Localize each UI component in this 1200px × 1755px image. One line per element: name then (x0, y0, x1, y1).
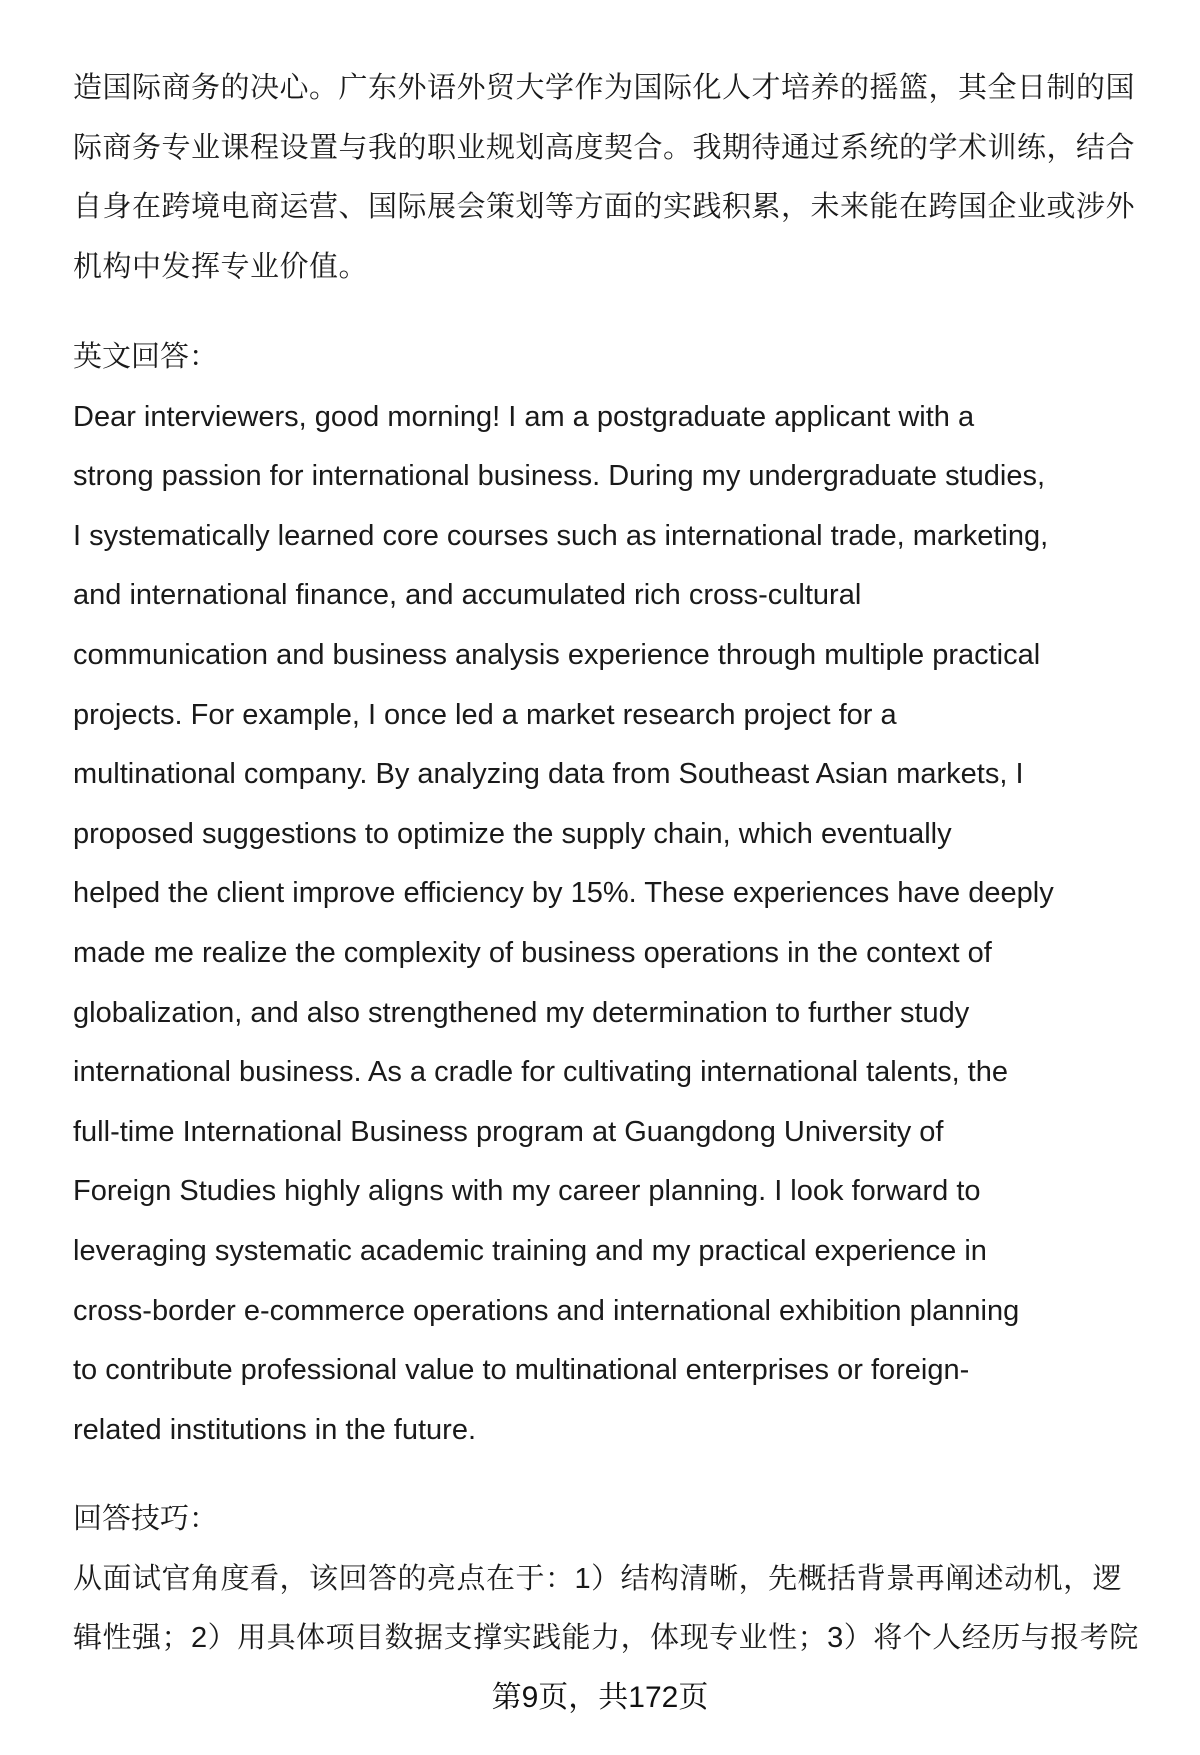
paragraph-line: globalization, and also strengthened my determination to further study (73, 996, 970, 1029)
paragraph-line: strong passion for international business. During my undergraduate studies, (73, 460, 1046, 493)
answer-tips-section (73, 1490, 1163, 1669)
paragraph-line: Dear interviewers, good morning! I am a postgraduate applicant with a (73, 400, 975, 433)
paragraph-line: multinational company. By analyzing data from Southeast Asian markets, I (73, 758, 1024, 791)
page-indicator: 第9页，共172页 (491, 1681, 709, 1714)
paragraph-line: full-time International Business program at Guangdong University of (73, 1115, 944, 1148)
paragraph-line: 际商务专业课程设置与我的职业规划高度契合。我期待通过系统的学术训练，结合 (73, 131, 1136, 164)
section-heading: 英文回答： (73, 341, 219, 373)
paragraph-line: 造国际商务的决心。广东外语外贸大学作为国际化人才培养的摇篮，其全日制的国 (73, 72, 1136, 104)
paragraph-line: cross-border e-commerce operations and international exhibition planning (73, 1294, 1020, 1327)
paragraph-line: related institutions in the future. (73, 1413, 477, 1446)
paragraph-line: 自身在跨境电商运营、国际展会策划等方面的实践积累，未来能在跨国企业或涉外 (73, 191, 1136, 224)
paragraph-line: and international finance, and accumulated rich cross-cultural (73, 579, 862, 612)
paragraph-line: 机构中发挥专业价值。 (73, 250, 369, 283)
paragraph-line: 辑性强；2）用具体项目数据支撑实践能力，体现专业性；3）将个人经历与报考院 (73, 1622, 1139, 1655)
paragraph-line: international business. As a cradle for cultivating international talents, the (73, 1056, 1008, 1089)
paragraph-line: 从面试官角度看，该回答的亮点在于：1）结构清晰，先概括背景再阐述动机，逻 (73, 1562, 1123, 1595)
english-answer-section (73, 328, 1163, 1460)
paragraph-line: I systematically learned core courses such as international trade, marketing, (73, 519, 1049, 552)
paragraph-line: communication and business analysis experience through multiple practical (73, 638, 1041, 671)
paragraph-line: projects. For example, I once led a market research project for a (73, 698, 897, 731)
english-answer-body (73, 388, 1163, 1461)
paragraph-line: to contribute professional value to multinational enterprises or foreign- (73, 1354, 970, 1387)
paragraph-line: helped the client improve efficiency by 15%. These experiences have deeply (73, 877, 1054, 910)
paragraph-line: leveraging systematic academic training and my practical experience in (73, 1234, 987, 1267)
intro-paragraph (73, 59, 1163, 297)
paragraph-line: Foreign Studies highly aligns with my career planning. I look forward to (73, 1175, 981, 1208)
paragraph-line: made me realize the complexity of business operations in the context of (73, 936, 992, 969)
paragraph-line: proposed suggestions to optimize the supply chain, which eventually (73, 817, 952, 850)
section-heading: 回答技巧： (73, 1503, 219, 1535)
